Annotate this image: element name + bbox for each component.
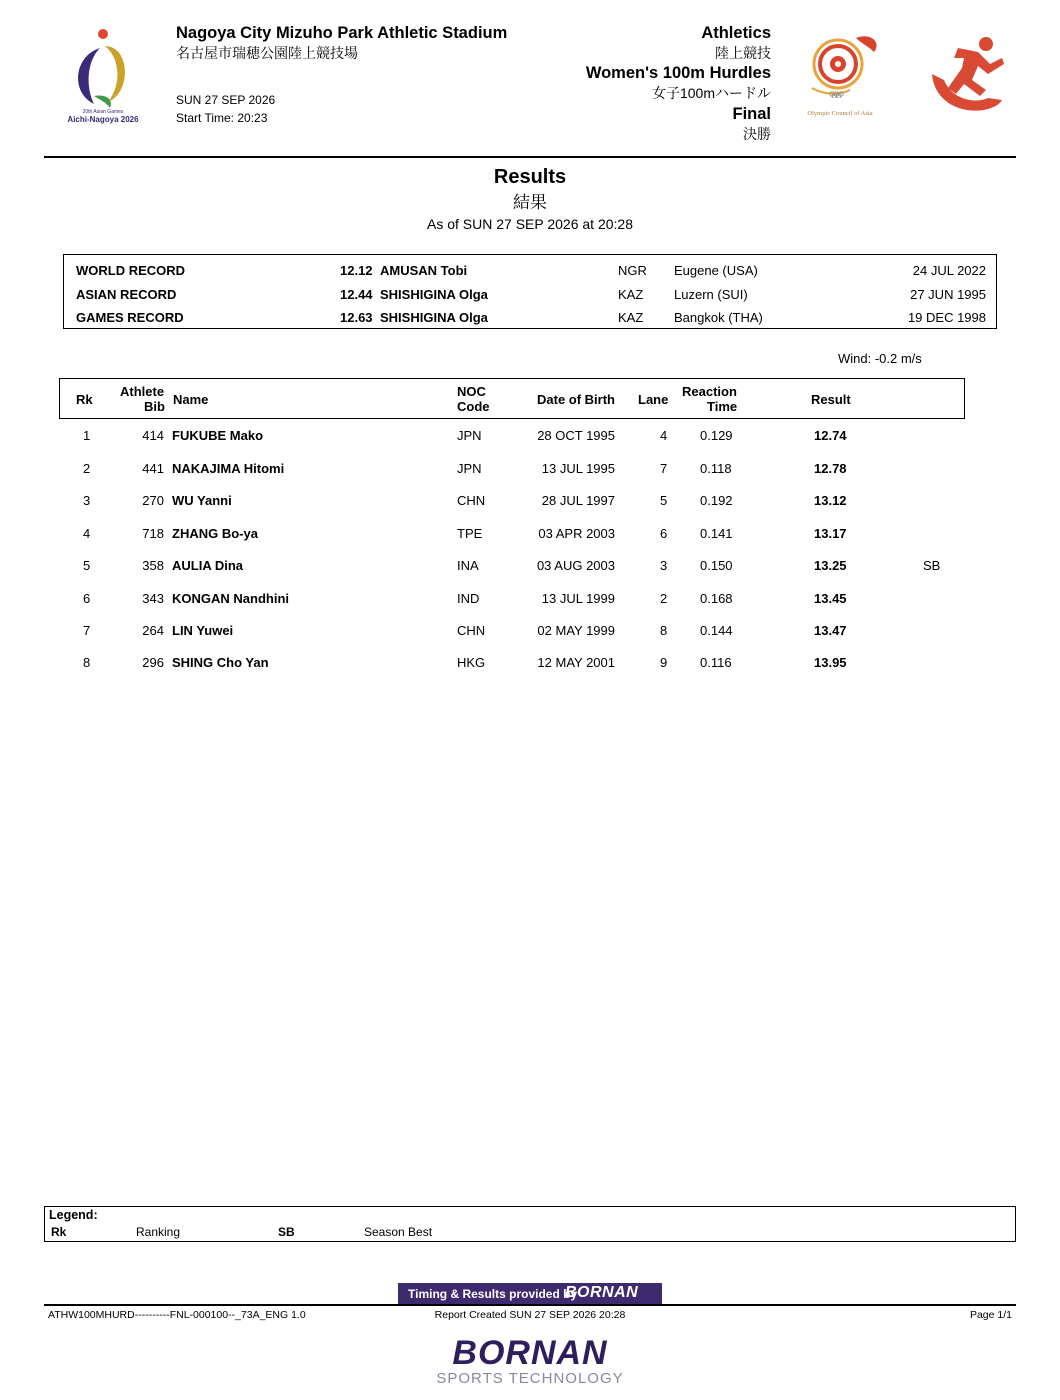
cell-result: 13.17 (814, 526, 847, 541)
table-row (0, 428, 1060, 450)
col-rk: Rk (76, 392, 93, 407)
cell-lane: 8 (660, 623, 668, 638)
record-row (64, 263, 996, 283)
cell-bib: 441 (142, 461, 164, 476)
bornan-tagline: SPORTS TECHNOLOGY (436, 1370, 624, 1387)
phase-name-jp: 決勝 (743, 126, 771, 142)
phase-name: Final (732, 105, 771, 123)
col-bib-line2: Bib (144, 399, 165, 414)
results-table-header (59, 378, 965, 419)
cell-lane: 9 (660, 655, 668, 670)
cell-result: 13.12 (814, 493, 847, 508)
timing-text: Timing & Results provided by (408, 1287, 578, 1301)
wind-reading: Wind: -0.2 m/s (838, 351, 922, 366)
record-mark: 12.44 (340, 287, 373, 302)
record-mark: 12.12 (340, 263, 373, 278)
record-date: 19 DEC 1998 (907, 310, 986, 325)
record-date: 24 JUL 2022 (912, 263, 986, 278)
cell-name: SHING Cho Yan (172, 655, 269, 670)
event-date: SUN 27 SEP 2026 (176, 93, 276, 107)
records-box (63, 254, 997, 329)
cell-lane: 5 (660, 493, 668, 508)
cell-rt: 0.129 (700, 428, 733, 443)
record-label: WORLD RECORD (76, 263, 186, 278)
cell-bib: 343 (142, 591, 164, 606)
report-created: Report Created SUN 27 SEP 2026 20:28 (434, 1309, 626, 1321)
record-noc: KAZ (618, 310, 644, 325)
cell-rt: 0.141 (700, 526, 733, 541)
cell-dob: 03 APR 2003 (538, 526, 615, 541)
record-athlete: SHISHIGINA Olga (380, 287, 488, 302)
cell-dob: 13 JUL 1995 (541, 461, 615, 476)
cell-rt: 0.168 (700, 591, 733, 606)
cell-noc: JPN (457, 428, 482, 443)
cell-lane: 3 (660, 558, 668, 573)
col-bib-line1: Athlete (120, 384, 165, 399)
cell-name: KONGAN Nandhini (172, 591, 289, 606)
table-row (0, 461, 1060, 483)
table-row (0, 526, 1060, 548)
cell-noc: INA (457, 558, 479, 573)
cell-bib: 718 (142, 526, 164, 541)
page-number: Page 1/1 (969, 1309, 1012, 1321)
cell-result: 13.25 (814, 558, 847, 573)
cell-name: AULIA Dina (172, 558, 244, 573)
cell-bib: 358 (142, 558, 164, 573)
timing-banner (398, 1283, 662, 1304)
venue-name: Nagoya City Mizuho Park Athletic Stadium (176, 24, 508, 42)
page-title-jp: 結果 (513, 193, 547, 212)
record-date: 27 JUN 1995 (910, 287, 986, 302)
col-noc-line1: NOC (457, 384, 486, 399)
cell-name: FUKUBE Mako (172, 428, 264, 443)
cell-result: 12.78 (814, 461, 847, 476)
col-lane: Lane (638, 392, 669, 407)
cell-lane: 6 (660, 526, 668, 541)
games-caption-bottom: Aichi-Nagoya 2026 (67, 115, 139, 124)
record-athlete: SHISHIGINA Olga (380, 310, 488, 325)
cell-dob: 12 MAY 2001 (537, 655, 615, 670)
col-rt-line1: Reaction (682, 384, 737, 399)
cell-name: ZHANG Bo-ya (172, 526, 258, 541)
cell-dob: 28 OCT 1995 (537, 428, 615, 443)
cell-dob: 02 MAY 1999 (537, 623, 615, 638)
sport-name-jp: 陸上競技 (715, 45, 771, 61)
cell-rk: 3 (83, 493, 91, 508)
col-noc-line2: Code (457, 399, 490, 414)
cell-rk: 5 (83, 558, 91, 573)
col-rt-line2: Time (707, 399, 738, 414)
cell-dob: 28 JUL 1997 (541, 493, 615, 508)
cell-bib: 296 (142, 655, 164, 670)
cell-dob: 03 AUG 2003 (536, 558, 615, 573)
games-caption-top: 20th Asian Games (82, 109, 124, 115)
cell-noc: CHN (457, 493, 486, 508)
table-row (0, 493, 1060, 515)
table-row (0, 591, 1060, 613)
cell-rt: 0.144 (700, 623, 733, 638)
record-mark: 12.63 (340, 310, 373, 325)
col-result: Result (811, 392, 851, 407)
cell-name: WU Yanni (172, 493, 232, 508)
cell-bib: 264 (142, 623, 164, 638)
legend-box (44, 1206, 1016, 1242)
table-row (0, 558, 1060, 580)
legend-abbr: SB (278, 1225, 295, 1239)
header-divider (44, 156, 1016, 158)
record-row (64, 310, 996, 330)
cell-result: 13.95 (814, 655, 847, 670)
cell-lane: 7 (660, 461, 668, 476)
record-place: Bangkok (THA) (674, 310, 763, 325)
cell-result: 12.74 (814, 428, 847, 443)
cell-noc: HKG (457, 655, 486, 670)
cell-lane: 4 (660, 428, 668, 443)
cell-name: LIN Yuwei (172, 623, 234, 638)
legend-abbr: Rk (51, 1225, 67, 1239)
document-code: ATHW100MHURD----------FNL-000100--_73A_ENG 1.0 (48, 1309, 306, 1321)
record-noc: NGR (618, 263, 647, 278)
venue-name-jp: 名古屋市瑞穂公園陸上競技場 (176, 45, 358, 61)
cell-rk: 8 (83, 655, 91, 670)
cell-rk: 7 (83, 623, 91, 638)
col-dob: Date of Birth (537, 392, 615, 407)
record-place: Luzern (SUI) (674, 287, 748, 302)
col-name: Name (173, 392, 209, 407)
hurdles-pictogram-icon (928, 34, 1006, 116)
table-row (0, 655, 1060, 677)
cell-rk: 4 (83, 526, 91, 541)
cell-rk: 2 (83, 461, 91, 476)
cell-rt: 0.150 (700, 558, 733, 573)
cell-rk: 6 (83, 591, 91, 606)
event-name: Women's 100m Hurdles (585, 64, 771, 82)
cell-result: 13.47 (814, 623, 847, 638)
cell-noc: CHN (457, 623, 486, 638)
sport-name: Athletics (701, 24, 771, 42)
table-row (0, 623, 1060, 645)
oca-logo (798, 28, 882, 98)
cell-dob: 13 JUL 1999 (541, 591, 615, 606)
record-label: ASIAN RECORD (76, 287, 177, 302)
record-athlete: AMUSAN Tobi (380, 263, 468, 278)
cell-rt: 0.118 (700, 461, 732, 476)
cell-noc: TPE (457, 526, 483, 541)
cell-rt: 0.192 (700, 493, 733, 508)
cell-name: NAKAJIMA Hitomi (172, 461, 285, 476)
record-noc: KAZ (618, 287, 644, 302)
legend-meaning: Ranking (136, 1225, 181, 1239)
record-row (64, 287, 996, 307)
footer-divider (44, 1304, 1016, 1306)
cell-noc: JPN (457, 461, 482, 476)
record-label: GAMES RECORD (76, 310, 184, 325)
event-name-jp: 女子100mハードル (651, 85, 771, 101)
cell-rt: 0.116 (700, 655, 732, 670)
cell-noc: IND (457, 591, 480, 606)
page-title: Results (493, 166, 567, 188)
oca-caption: Olympic Council of Asia (807, 110, 873, 117)
cell-result: 13.45 (814, 591, 847, 606)
cell-bib: 270 (142, 493, 164, 508)
record-place: Eugene (USA) (674, 263, 758, 278)
cell-lane: 2 (660, 591, 668, 606)
cell-note: SB (923, 558, 941, 573)
start-time: Start Time: 20:23 (176, 111, 268, 125)
as-of-timestamp: As of SUN 27 SEP 2026 at 20:28 (427, 216, 633, 232)
cell-rk: 1 (83, 428, 91, 443)
timing-brand: BORNAN (565, 1284, 639, 1301)
legend-title: Legend: (49, 1208, 98, 1222)
bornan-logo: BORNAN (452, 1334, 608, 1372)
cell-bib: 414 (142, 428, 164, 443)
legend-meaning: Season Best (364, 1225, 433, 1239)
